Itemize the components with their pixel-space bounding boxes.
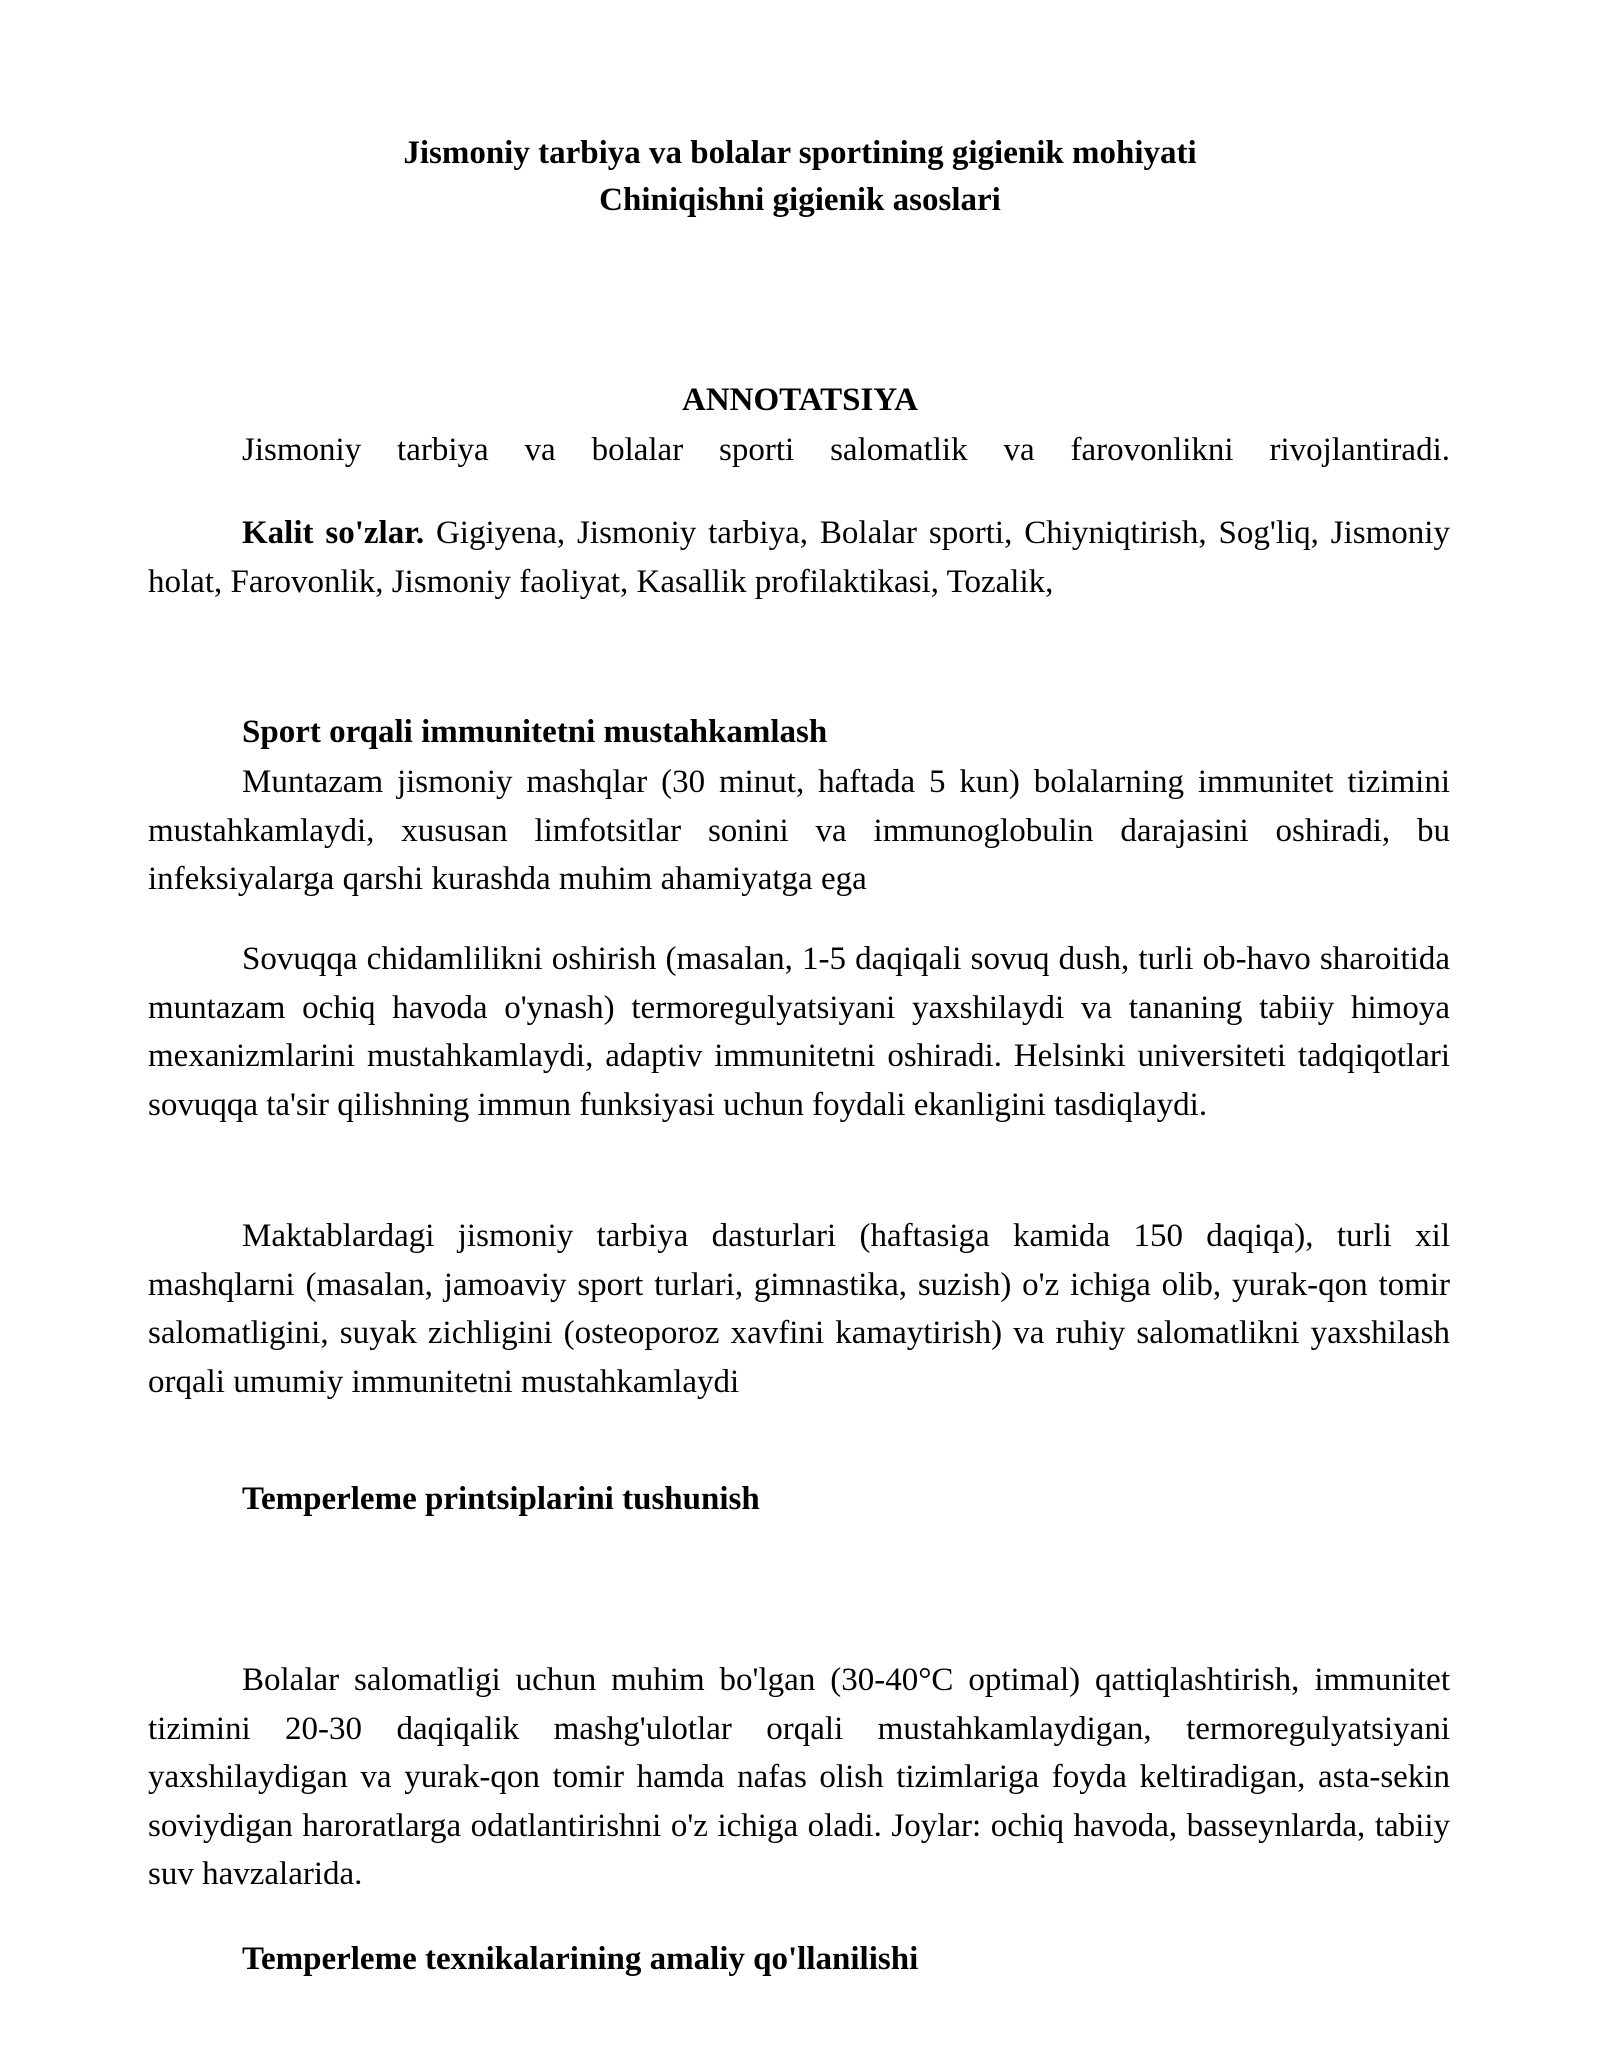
section-heading-immunity: Sport orqali immunitetni mustahkamlash bbox=[242, 714, 828, 750]
document-title: Jismoniy tarbiya va bolalar sportining gigienik mohiyati bbox=[403, 135, 1197, 171]
paragraph-exercise-immunity: Muntazam jismoniy mashqlar (30 minut, haftada 5 kun) bolalarning immunitet tizimini mustahkamlaydi, xususan limfotsitlar sonini va immunoglobulin darajasini oshiradi, bu infeksiyalarga qarshi kurashda muhim ahamiyatga ega bbox=[148, 764, 1450, 897]
section-heading-temperleme-principles: Temperleme printsiplarini tushunish bbox=[242, 1481, 760, 1517]
keywords-label: Kalit so'zlar. bbox=[242, 515, 425, 551]
document-subtitle: Chiniqishni gigienik asoslari bbox=[599, 182, 1001, 218]
paragraph-hardening: Bolalar salomatligi uchun muhim bo'lgan (30-40°C optimal) qattiqlashtirish, immunitet tizimini 20-30 daqiqalik mashg'ulotlar orqali mustahkamlaydigan, termoregulyatsiyani yaxshilaydigan va yurak-qon tomir hamda nafas olish tizimlariga foyda keltiradigan, asta-sekin soviydigan haroratlarga odatlantirishni o'z ichiga oladi. Joylar: ochiq havoda, basseynlarda, tabiiy suv havzalarida. bbox=[148, 1662, 1450, 1892]
annotation-heading: ANNOTATSIYA bbox=[682, 382, 918, 418]
keywords-text: Gigiyena, Jismoniy tarbiya, Bolalar sporti, Chiyniqtirish, Sog'liq, Jismoniy holat, Farovonlik, Jismoniy faoliyat, Kasallik profilaktikasi, Tozalik, bbox=[148, 515, 1450, 600]
keywords-paragraph bbox=[148, 509, 1450, 606]
paragraph-cold-resistance: Sovuqqa chidamlilikni oshirish (masalan, 1-5 daqiqali sovuq dush, turli ob-havo sharoitida muntazam ochiq havoda o'ynash) termoregulyatsiyani yaxshilaydi va tananing tabiiy himoya mexanizmlarini mustahkamlaydi, adaptiv immunitetni oshiradi. Helsinki universiteti tadqiqotlari sovuqqa ta'sir qilishning immun funksiyasi uchun foydali ekanligini tasdiqlaydi. bbox=[148, 941, 1450, 1123]
paragraph-school-programs: Maktablardagi jismoniy tarbiya dasturlari (haftasiga kamida 150 daqiqa), turli xil mashqlarni (masalan, jamoaviy sport turlari, gimnastika, suzish) o'z ichiga olib, yurak-qon tomir salomatligini, suyak zichligini (osteoporoz xavfini kamaytirish) va ruhiy salomatlikni yaxshilash orqali umumiy immunitetni mustahkamlaydi bbox=[148, 1218, 1450, 1400]
annotation-text: Jismoniy tarbiya va bolalar sporti salomatlik va farovonlikni rivojlantiradi. bbox=[242, 432, 1450, 468]
section-heading-temperleme-practice: Temperleme texnikalarining amaliy qo'llanilishi bbox=[242, 1941, 919, 1977]
